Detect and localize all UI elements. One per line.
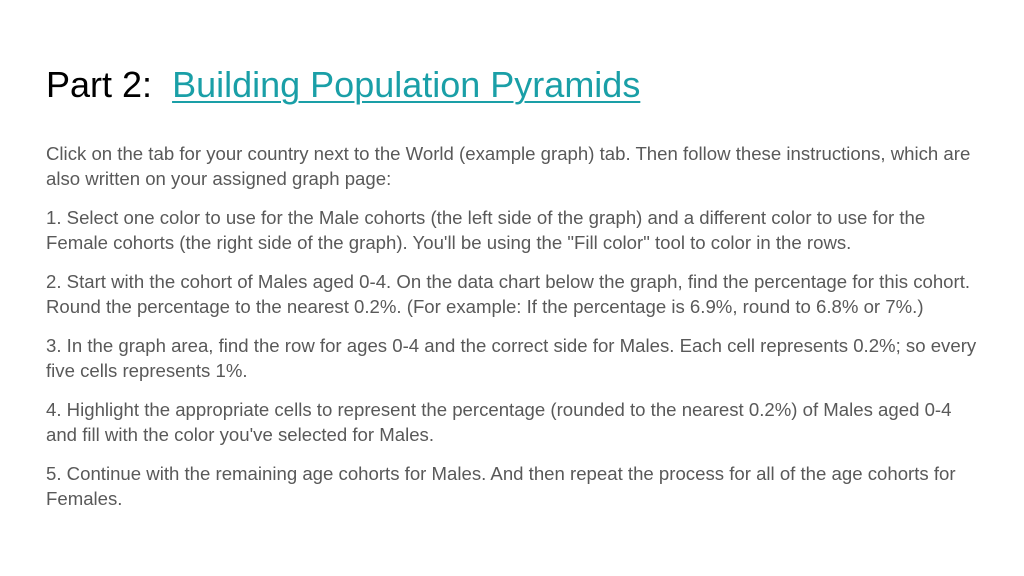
instruction-step-2: 2. Start with the cohort of Males aged 0-4. On the data chart below the graph, find the percentage for this cohort. Round the percentage to the nearest 0.2%. (For example: If the percentage is 6.9%, round to 6.8% or 7%.) [46,271,971,317]
instruction-step-5: 5. Continue with the remaining age cohorts for Males. And then repeat the process for all of the age cohorts for Females. [46,463,956,509]
title-prefix: Part 2: [46,64,173,105]
instructions-body [46,141,986,525]
instruction-step-4: 4. Highlight the appropriate cells to represent the percentage (rounded to the nearest 0.2%) of Males aged 0-4 and fill with the color you've selected for Males. [46,399,952,445]
instruction-step-3: 3. In the graph area, find the row for ages 0-4 and the correct side for Males. Each cell represents 0.2%; so every five cells represents 1%. [46,335,977,381]
instruction-step-1: 1. Select one color to use for the Male cohorts (the left side of the graph) and a different color to use for the Female cohorts (the right side of the graph). You'll be using the "Fill color" tool to color in the rows. [46,207,926,253]
intro-paragraph: Click on the tab for your country next to the World (example graph) tab. Then follow these instructions, which are also written on your assigned graph page: [46,143,971,189]
title-link[interactable]: Building Population Pyramids [172,64,641,105]
slide-title [46,63,640,107]
